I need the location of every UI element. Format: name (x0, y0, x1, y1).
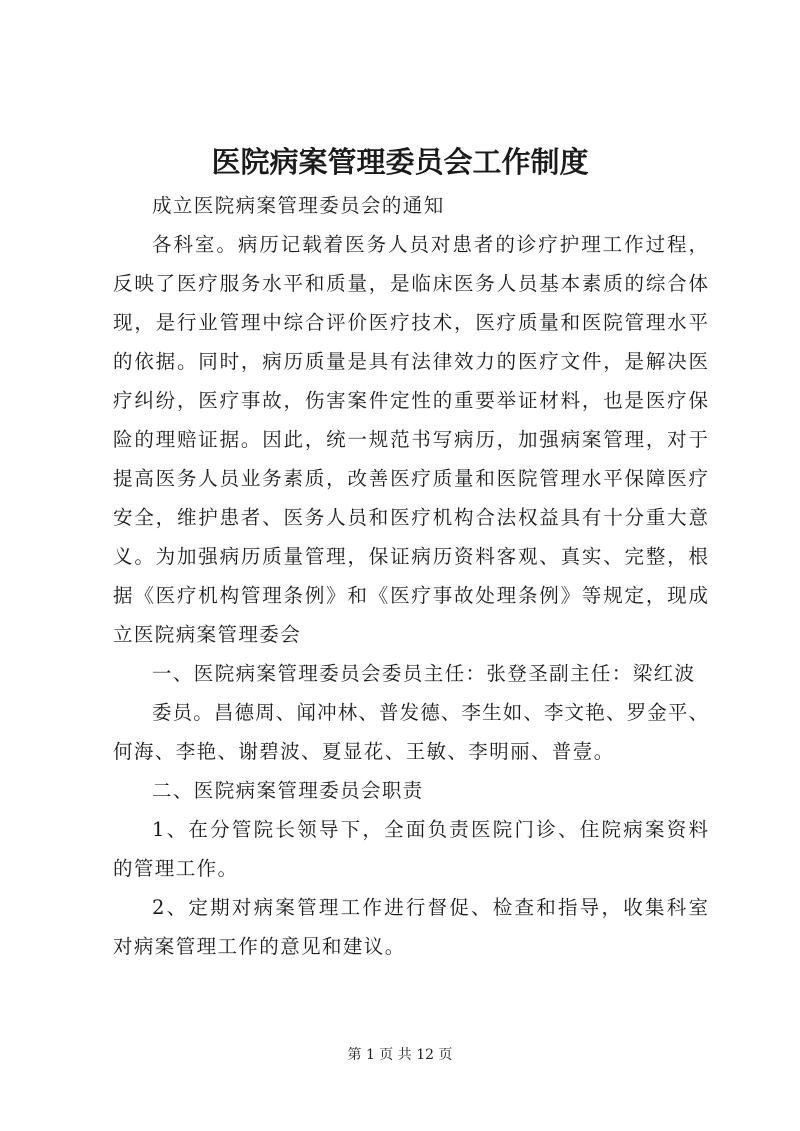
paragraph-line: 提高医务人员业务素质，改善医疗质量和医院管理水平保障医疗 (113, 467, 708, 490)
notice-heading: 成立医院病案管理委员会的通知 (152, 194, 445, 217)
document-body (113, 186, 708, 966)
list-item-line: 1、在分管院长领导下，全面负责医院门诊、住院病案资料 (152, 818, 708, 841)
paragraph-line: 的依据。同时，病历质量是具有法律效力的医疗文件，是解决医 (113, 350, 708, 373)
section-heading: 一、医院病案管理委员会委员主任：张登圣副主任：梁红波 (152, 662, 696, 685)
page-number-footer: 第 1 页 共 12 页 (347, 1047, 453, 1063)
paragraph-line: 义。为加强病历质量管理，保证病历资料客观、真实、完整，根 (113, 545, 708, 568)
paragraph-line: 安全，维护患者、医务人员和医疗机构合法权益具有十分重大意 (113, 506, 708, 529)
paragraph-line: 反映了医疗服务水平和质量，是临床医务人员基本素质的综合体 (113, 272, 708, 295)
paragraph-line: 疗纠纷，医疗事故，伤害案件定性的重要举证材料，也是医疗保 (113, 389, 708, 412)
section-heading: 二、医院病案管理委员会职责 (152, 779, 424, 802)
paragraph-line: 各科室。病历记载着医务人员对患者的诊疗护理工作过程， (152, 233, 708, 256)
list-item-line: 对病案管理工作的意见和建议。 (113, 935, 406, 958)
document-title: 医院病案管理委员会工作制度 (211, 145, 589, 179)
paragraph-line: 何海、李艳、谢碧波、夏显花、王敏、李明丽、普壹。 (113, 740, 615, 763)
paragraph-line: 据《医疗机构管理条例》和《医疗事故处理条例》等规定，现成 (113, 584, 708, 607)
paragraph-line: 委员。昌德周、闻冲林、普发德、李生如、李文艳、罗金平、 (152, 701, 708, 724)
paragraph-line: 现，是行业管理中综合评价医疗技术，医疗质量和医院管理水平 (113, 311, 708, 334)
list-item-line: 的管理工作。 (113, 857, 239, 880)
paragraph-line: 立医院病案管理委会 (113, 623, 302, 646)
list-item-line: 2、定期对病案管理工作进行督促、检查和指导，收集科室 (152, 896, 708, 919)
paragraph-line: 险的理赔证据。因此，统一规范书写病历，加强病案管理，对于 (113, 428, 708, 451)
